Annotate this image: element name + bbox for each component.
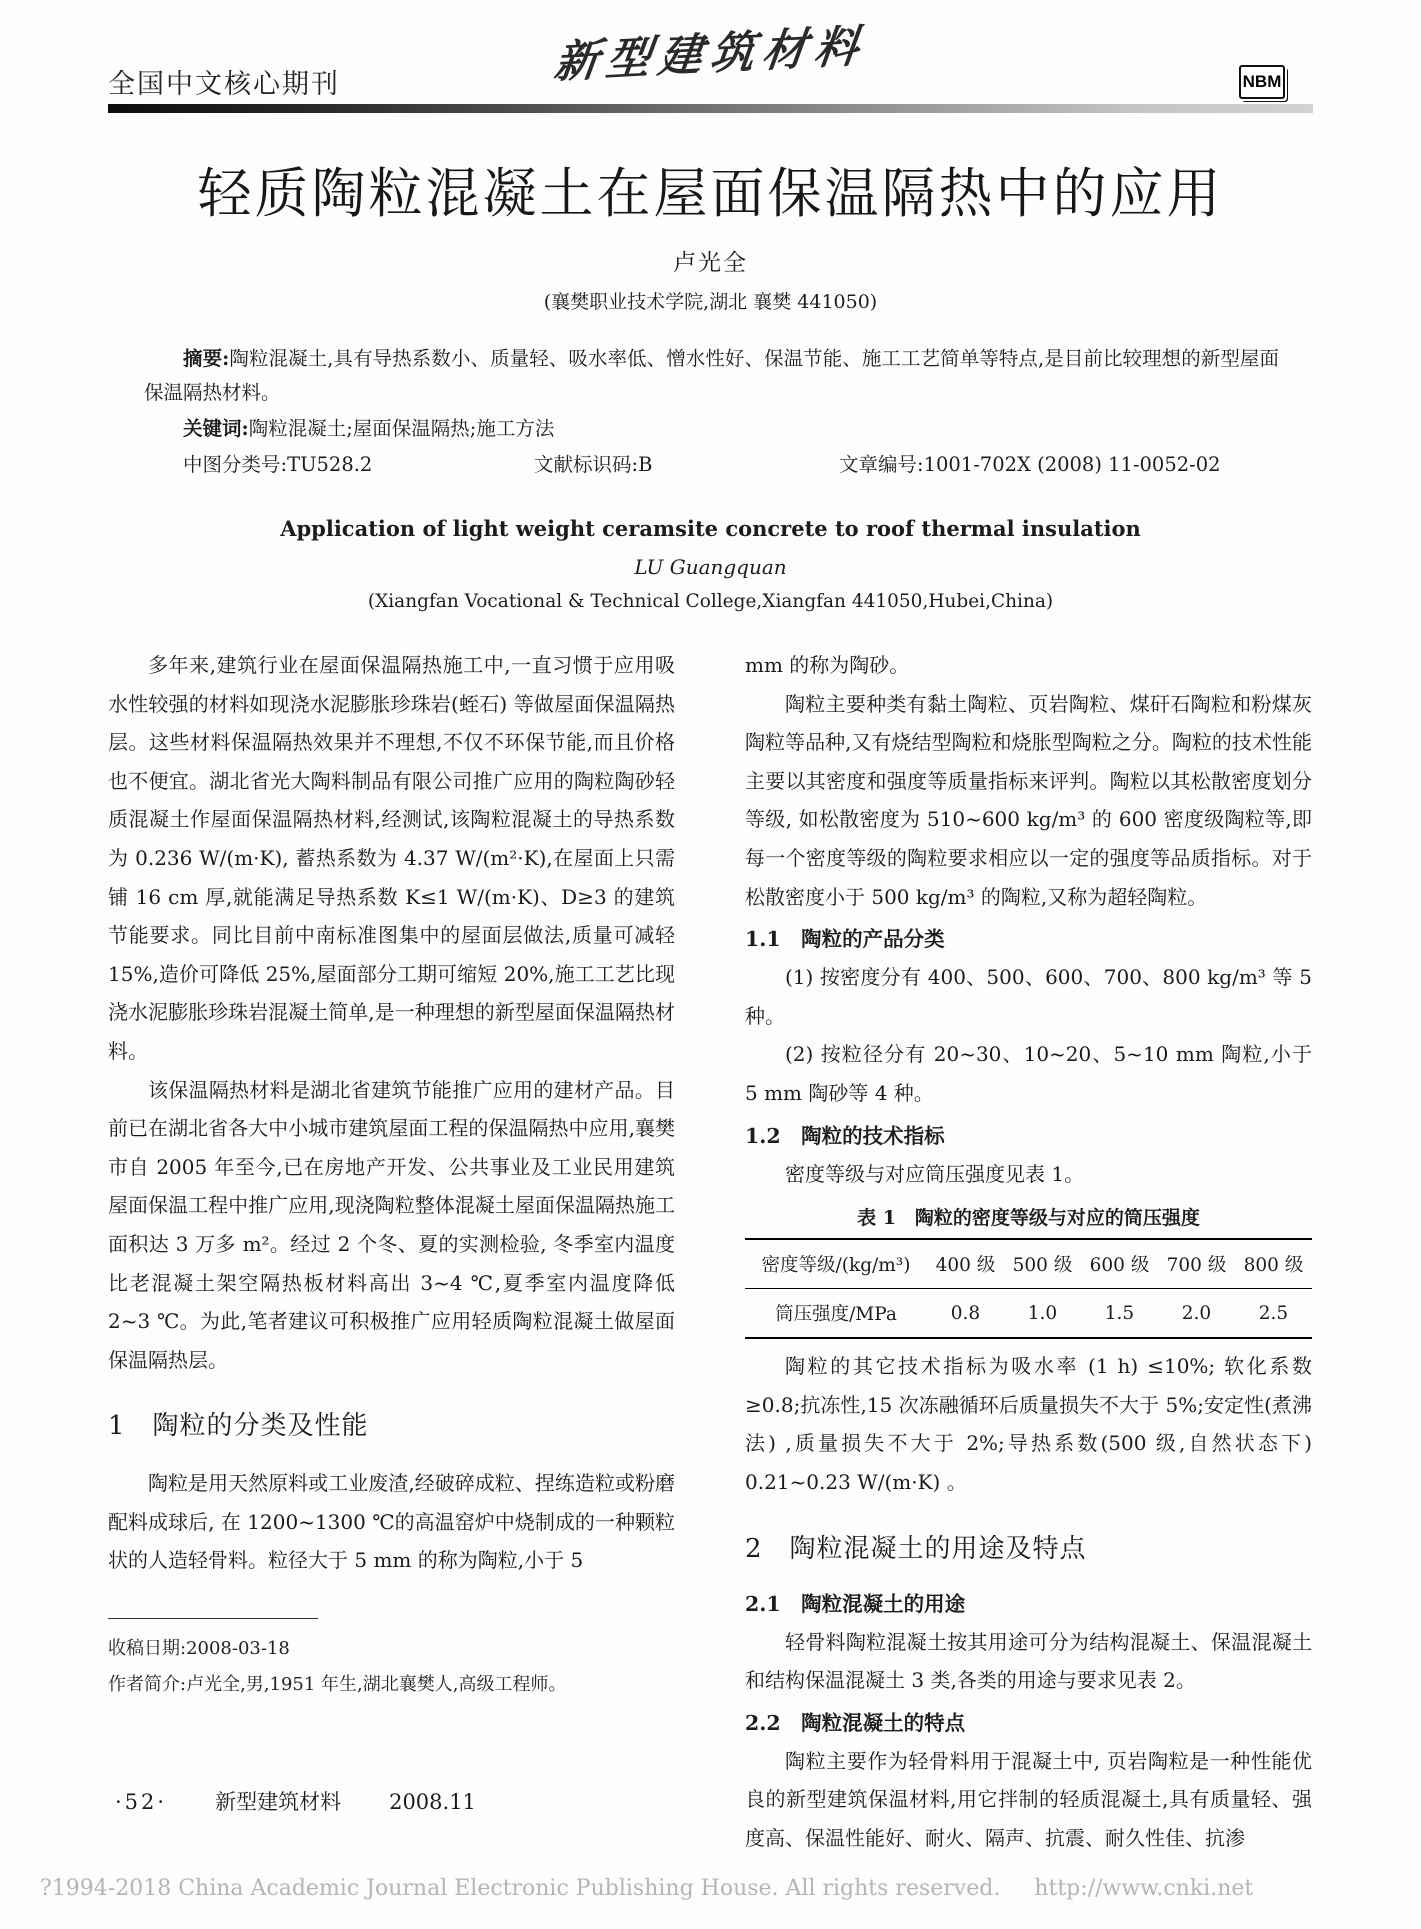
right-column	[745, 646, 1312, 1857]
article-meta	[144, 448, 1279, 482]
subsection-heading-1-2: 1.2 陶粒的技术指标	[745, 1123, 945, 1148]
page-content	[108, 0, 1313, 1857]
table-cell: 0.8	[950, 1302, 981, 1324]
table-header-cell: 700 级	[1166, 1255, 1227, 1277]
body-paragraph: (2) 按粒径分有 20~30、10~20、5~10 mm 陶粒,小于 5 mm 陶砂等 4 种。	[745, 1042, 1312, 1105]
table-cell: 1.0	[1027, 1302, 1058, 1324]
copyright-watermark	[40, 1876, 1381, 1901]
subsection-heading-1-1: 1.1 陶粒的产品分类	[745, 927, 945, 952]
table-cell: 1.5	[1104, 1302, 1135, 1324]
journal-header	[108, 0, 1313, 103]
page-number: ·52·	[115, 1790, 168, 1814]
body-paragraph: 陶粒主要种类有黏土陶粒、页岩陶粒、煤矸石陶粒和粉煤灰陶粒等品种,又有烧结型陶粒和烧胀型陶粒之分。陶粒的技术性能主要以其密度和强度等质量指标来评判。陶粒以其松散密度划分等级, 如松散密度为 510~600 kg/m³ 的 600 密度级陶粒等,即每一个密度等级的陶粒要求相应以一定的强度等品质指标。对于松散密度小于 500 kg/m³ 的陶粒,又称为超轻陶粒。	[745, 691, 1312, 909]
body-paragraph: mm 的称为陶砂。	[745, 653, 910, 677]
table-cell: 筒压强度/MPa	[775, 1304, 897, 1326]
abstract-text: 陶粒混凝土,具有导热系数小、质量轻、吸水率低、憎水性好、保温节能、施工工艺简单等特点,是目前比较理想的新型屋面保温隔热材料。	[144, 347, 1279, 404]
subsection-heading-2-1: 2.1 陶粒混凝土的用途	[745, 1591, 966, 1616]
table-header-cell: 500 级	[1012, 1255, 1073, 1277]
cnki-url: http://www.cnki.net	[1034, 1876, 1254, 1901]
section-heading-1: 1 陶粒的分类及性能	[108, 1411, 369, 1442]
keywords	[144, 412, 1279, 446]
footer-journal-name: 新型建筑材料	[215, 1790, 342, 1814]
header-gradient-rule	[108, 104, 1313, 113]
table-header-cell: 400 级	[935, 1255, 996, 1277]
table-cell: 2.0	[1181, 1302, 1212, 1324]
abstract	[144, 342, 1279, 410]
received-date: 收稿日期:2008-03-18	[108, 1638, 290, 1660]
author-bio: 作者简介:卢光全,男,1951 年生,湖北襄樊人,高级工程师。	[108, 1674, 567, 1696]
clc-number: 中图分类号:TU528.2	[183, 453, 373, 476]
table-header-cell: 800 级	[1243, 1255, 1304, 1277]
body-paragraph: 该保温隔热材料是湖北省建筑节能推广应用的建材产品。目前已在湖北省各大中小城市建筑屋面工程的保温隔热中应用,襄樊市自 2005 年至今,已在房地产开发、公共事业及工业民用建筑屋面保温工程中推广应用,现浇陶粒整体混凝土屋面保温隔热施工面积达 3 万多 m²。经过 2 个冬、夏的实测检验, 冬季室内温度比老混凝土架空隔热板材料高出 3~4 ℃,夏季室内温度降低 2~3 ℃。为此,笔者建议可积极推广应用轻质陶粒混凝土做屋面保温隔热层。	[108, 1077, 675, 1372]
left-column	[108, 646, 675, 1857]
abstract-label: 摘要:	[183, 347, 230, 370]
english-title: Application of light weight ceramsite concrete to roof thermal insulation	[280, 516, 1141, 541]
table-1	[745, 1238, 1312, 1339]
journal-masthead-calligraphy: 新型建筑材料	[551, 20, 869, 89]
body-paragraph: 陶粒主要作为轻骨料用于混凝土中, 页岩陶粒是一种性能优良的新型建筑保温材料,用它拌制的轻质混凝土,具有质量轻、强度高、保温性能好、耐火、隔声、抗震、耐久性佳、抗渗	[745, 1748, 1312, 1850]
body-paragraph: 陶粒是用天然原料或工业废渣,经破碎成粒、捏练造粒或粉磨配料成球后, 在 1200~1300 ℃的高温窑炉中烧制成的一种颗粒状的人造轻骨料。粒径大于 5 mm 的称为陶粒,小于 5	[108, 1471, 675, 1573]
body-columns	[108, 646, 1313, 1857]
document-code: 文献标识码:B	[534, 453, 653, 476]
table-row	[745, 1289, 1312, 1339]
core-journal-badge: 全国中文核心期刊	[108, 69, 340, 100]
body-paragraph: (1) 按密度分有 400、500、600、700、800 kg/m³ 等 5 种。	[745, 965, 1312, 1028]
subsection-heading-2-2: 2.2 陶粒混凝土的特点	[745, 1710, 966, 1735]
english-affiliation: (Xiangfan Vocational & Technical College,Xiangfan 441050,Hubei,China)	[367, 591, 1054, 612]
body-paragraph: 陶粒的其它技术指标为吸水率 (1 h) ≤10%; 软化系数≥0.8;抗冻性,15 次冻融循环后质量损失不大于 5%;安定性(煮沸法) ,质量损失不大于 2%;导热系数(500 级,自然状态下) 0.21~0.23 W/(m·K) 。	[745, 1354, 1312, 1494]
author-affiliation: (襄樊职业技术学院,湖北 襄樊 441050)	[543, 291, 878, 313]
page-footer	[115, 1786, 476, 1816]
nbm-logo-icon: NBM	[1239, 65, 1285, 99]
keywords-text: 陶粒混凝土;屋面保温隔热;施工方法	[248, 417, 555, 440]
table-header-row	[745, 1239, 1312, 1289]
english-author: LU Guangquan	[634, 555, 787, 579]
article-title: 轻质陶粒混凝土在屋面保温隔热中的应用	[197, 162, 1224, 225]
footnote	[108, 1618, 675, 1703]
keywords-label: 关键词:	[183, 417, 249, 440]
copyright-text: ?1994-2018 China Academic Journal Electronic Publishing House. All rights reserved.	[40, 1876, 1001, 1901]
table-cell: 2.5	[1258, 1302, 1289, 1324]
section-heading-2: 2 陶粒混凝土的用途及特点	[745, 1533, 1087, 1564]
footnote-rule	[108, 1618, 318, 1619]
article-number: 文章编号:1001-702X (2008) 11-0052-02	[839, 453, 1221, 476]
footer-issue: 2008.11	[389, 1790, 476, 1814]
table-1-caption: 表 1 陶粒的密度等级与对应的筒压强度	[857, 1207, 1200, 1230]
table-header-cell: 密度等级/(kg/m³)	[761, 1255, 911, 1277]
author-name: 卢光全	[673, 250, 748, 276]
body-paragraph: 轻骨料陶粒混凝土按其用途可分为结构混凝土、保温混凝土和结构保温混凝土 3 类,各类的用途与要求见表 2。	[745, 1629, 1312, 1693]
body-paragraph: 多年来,建筑行业在屋面保温隔热施工中,一直习惯于应用吸水性较强的材料如现浇水泥膨胀珍珠岩(蛭石) 等做屋面保温隔热层。这些材料保温隔热效果并不理想,不仅不环保节能,而且价格也不便宜。湖北省光大陶料制品有限公司推广应用的陶粒陶砂轻质混凝土作屋面保温隔热材料,经测试,该陶粒混凝土的导热系数为 0.236 W/(m·K), 蓄热系数为 4.37 W/(m²·K),在屋面上只需铺 16 cm 厚,就能满足导热系数 K≤1 W/(m·K)、D≥3 的建筑节能要求。同比目前中南标准图集中的屋面层做法,质量可减轻 15%,造价可降低 25%,屋面部分工期可缩短 20%,施工工艺比现浇水泥膨胀珍珠岩混凝土简单,是一种理想的新型屋面保温隔热材料。	[108, 653, 675, 1063]
table-header-cell: 600 级	[1089, 1255, 1150, 1277]
body-paragraph: 密度等级与对应筒压强度见表 1。	[785, 1161, 1085, 1186]
